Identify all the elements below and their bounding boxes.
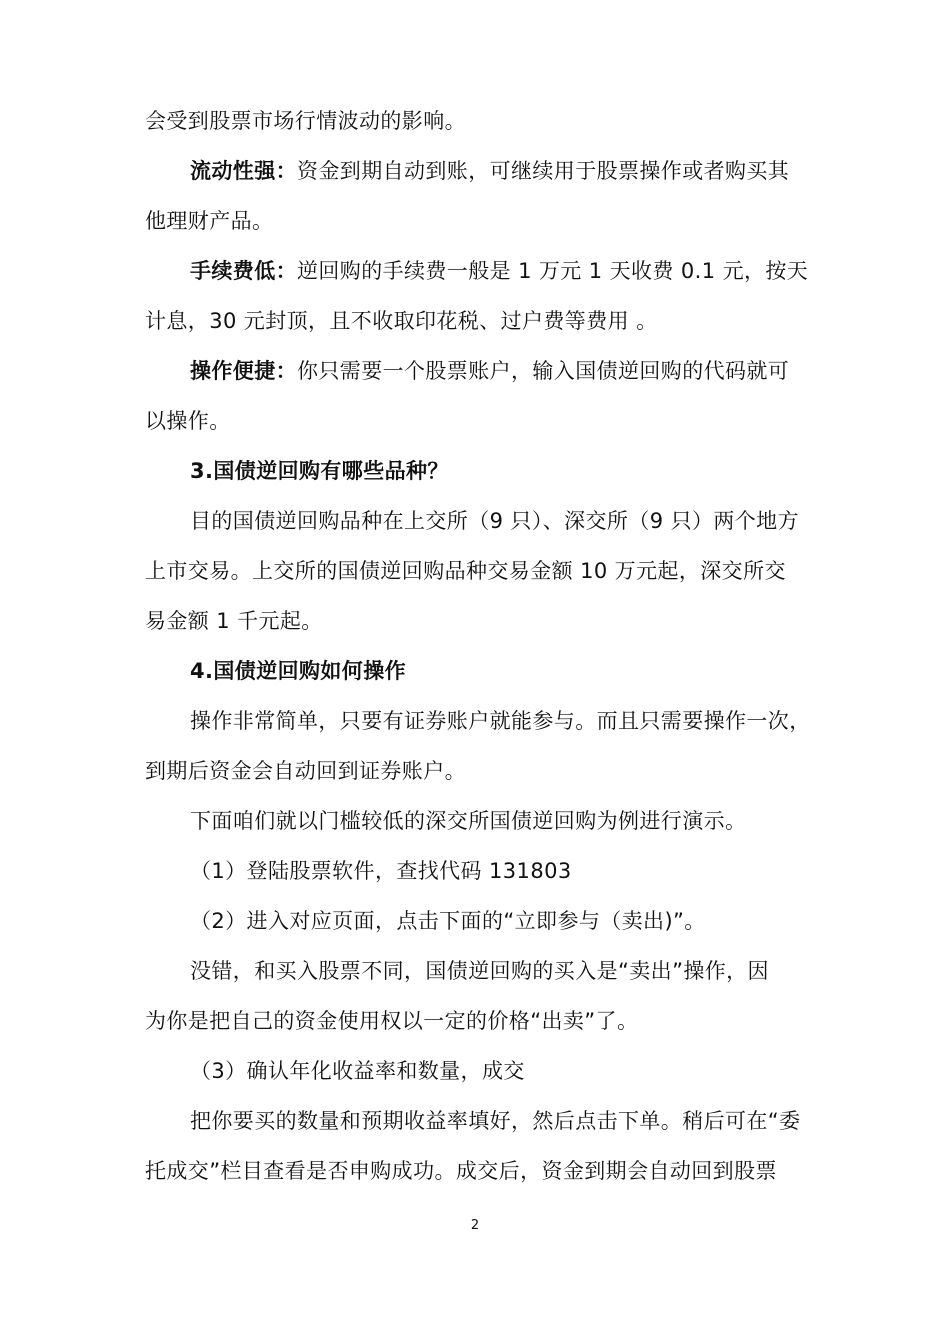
page-number: 2 [470, 1218, 480, 1233]
paragraph-line: 会受到股票市场行情波动的影响。 [145, 109, 466, 133]
term-label: 操作便捷： [190, 359, 297, 383]
term-text: 逆回购的手续费一般是 1 万元 1 天收费 0.1 元，按天 [297, 259, 809, 283]
paragraph-line: 目的国债逆回购品种在上交所（9 只）、深交所（9 只）两个地方 [190, 509, 799, 533]
term-label: 手续费低： [190, 259, 297, 283]
paragraph-line [190, 157, 830, 185]
paragraph-line: （2）进入对应页面，点击下面的“立即参与（卖出)”。 [190, 909, 706, 933]
paragraph-line: （1）登陆股票软件，查找代码 131803 [190, 859, 572, 883]
term-text: 你只需要一个股票账户，输入国债逆回购的代码就可 [297, 359, 790, 383]
paragraph-line: 为你是把自己的资金使用权以一定的价格“出卖”了。 [145, 1009, 639, 1033]
paragraph-line: 到期后资金会自动回到证券账户。 [145, 759, 466, 783]
paragraph-line: 以操作。 [145, 409, 231, 433]
paragraph-line [190, 357, 830, 385]
paragraph-line: 没错，和买入股票不同，国债逆回购的买入是“卖出”操作，因 [190, 959, 769, 983]
paragraph-line: 托成交”栏目查看是否申购成功。成交后，资金到期会自动回到股票 [145, 1159, 777, 1183]
section-heading: 3.国债逆回购有哪些品种？ [190, 459, 449, 483]
paragraph-line: 上市交易。上交所的国债逆回购品种交易金额 10 万元起，深交所交 [145, 559, 786, 583]
paragraph-line: 他理财产品。 [145, 209, 274, 233]
paragraph-line: （3）确认年化收益率和数量，成交 [190, 1059, 525, 1083]
section-heading: 4.国债逆回购如何操作 [190, 659, 406, 683]
term-text: 资金到期自动到账，可继续用于股票操作或者购买其 [297, 159, 790, 183]
paragraph-line: 操作非常简单，只要有证券账户就能参与。而且只需要操作一次， [190, 709, 811, 733]
paragraph-line: 下面咱们就以门槛较低的深交所国债逆回购为例进行演示。 [190, 809, 747, 833]
paragraph-line [190, 257, 830, 285]
paragraph-line: 易金额 1 千元起。 [145, 609, 323, 633]
term-label: 流动性强： [190, 159, 297, 183]
paragraph-line: 把你要买的数量和预期收益率填好，然后点击下单。稍后可在“委 [190, 1109, 801, 1133]
paragraph-line: 计息，30 元封顶，且不收取印花税、过户费等费用 。 [145, 309, 658, 333]
